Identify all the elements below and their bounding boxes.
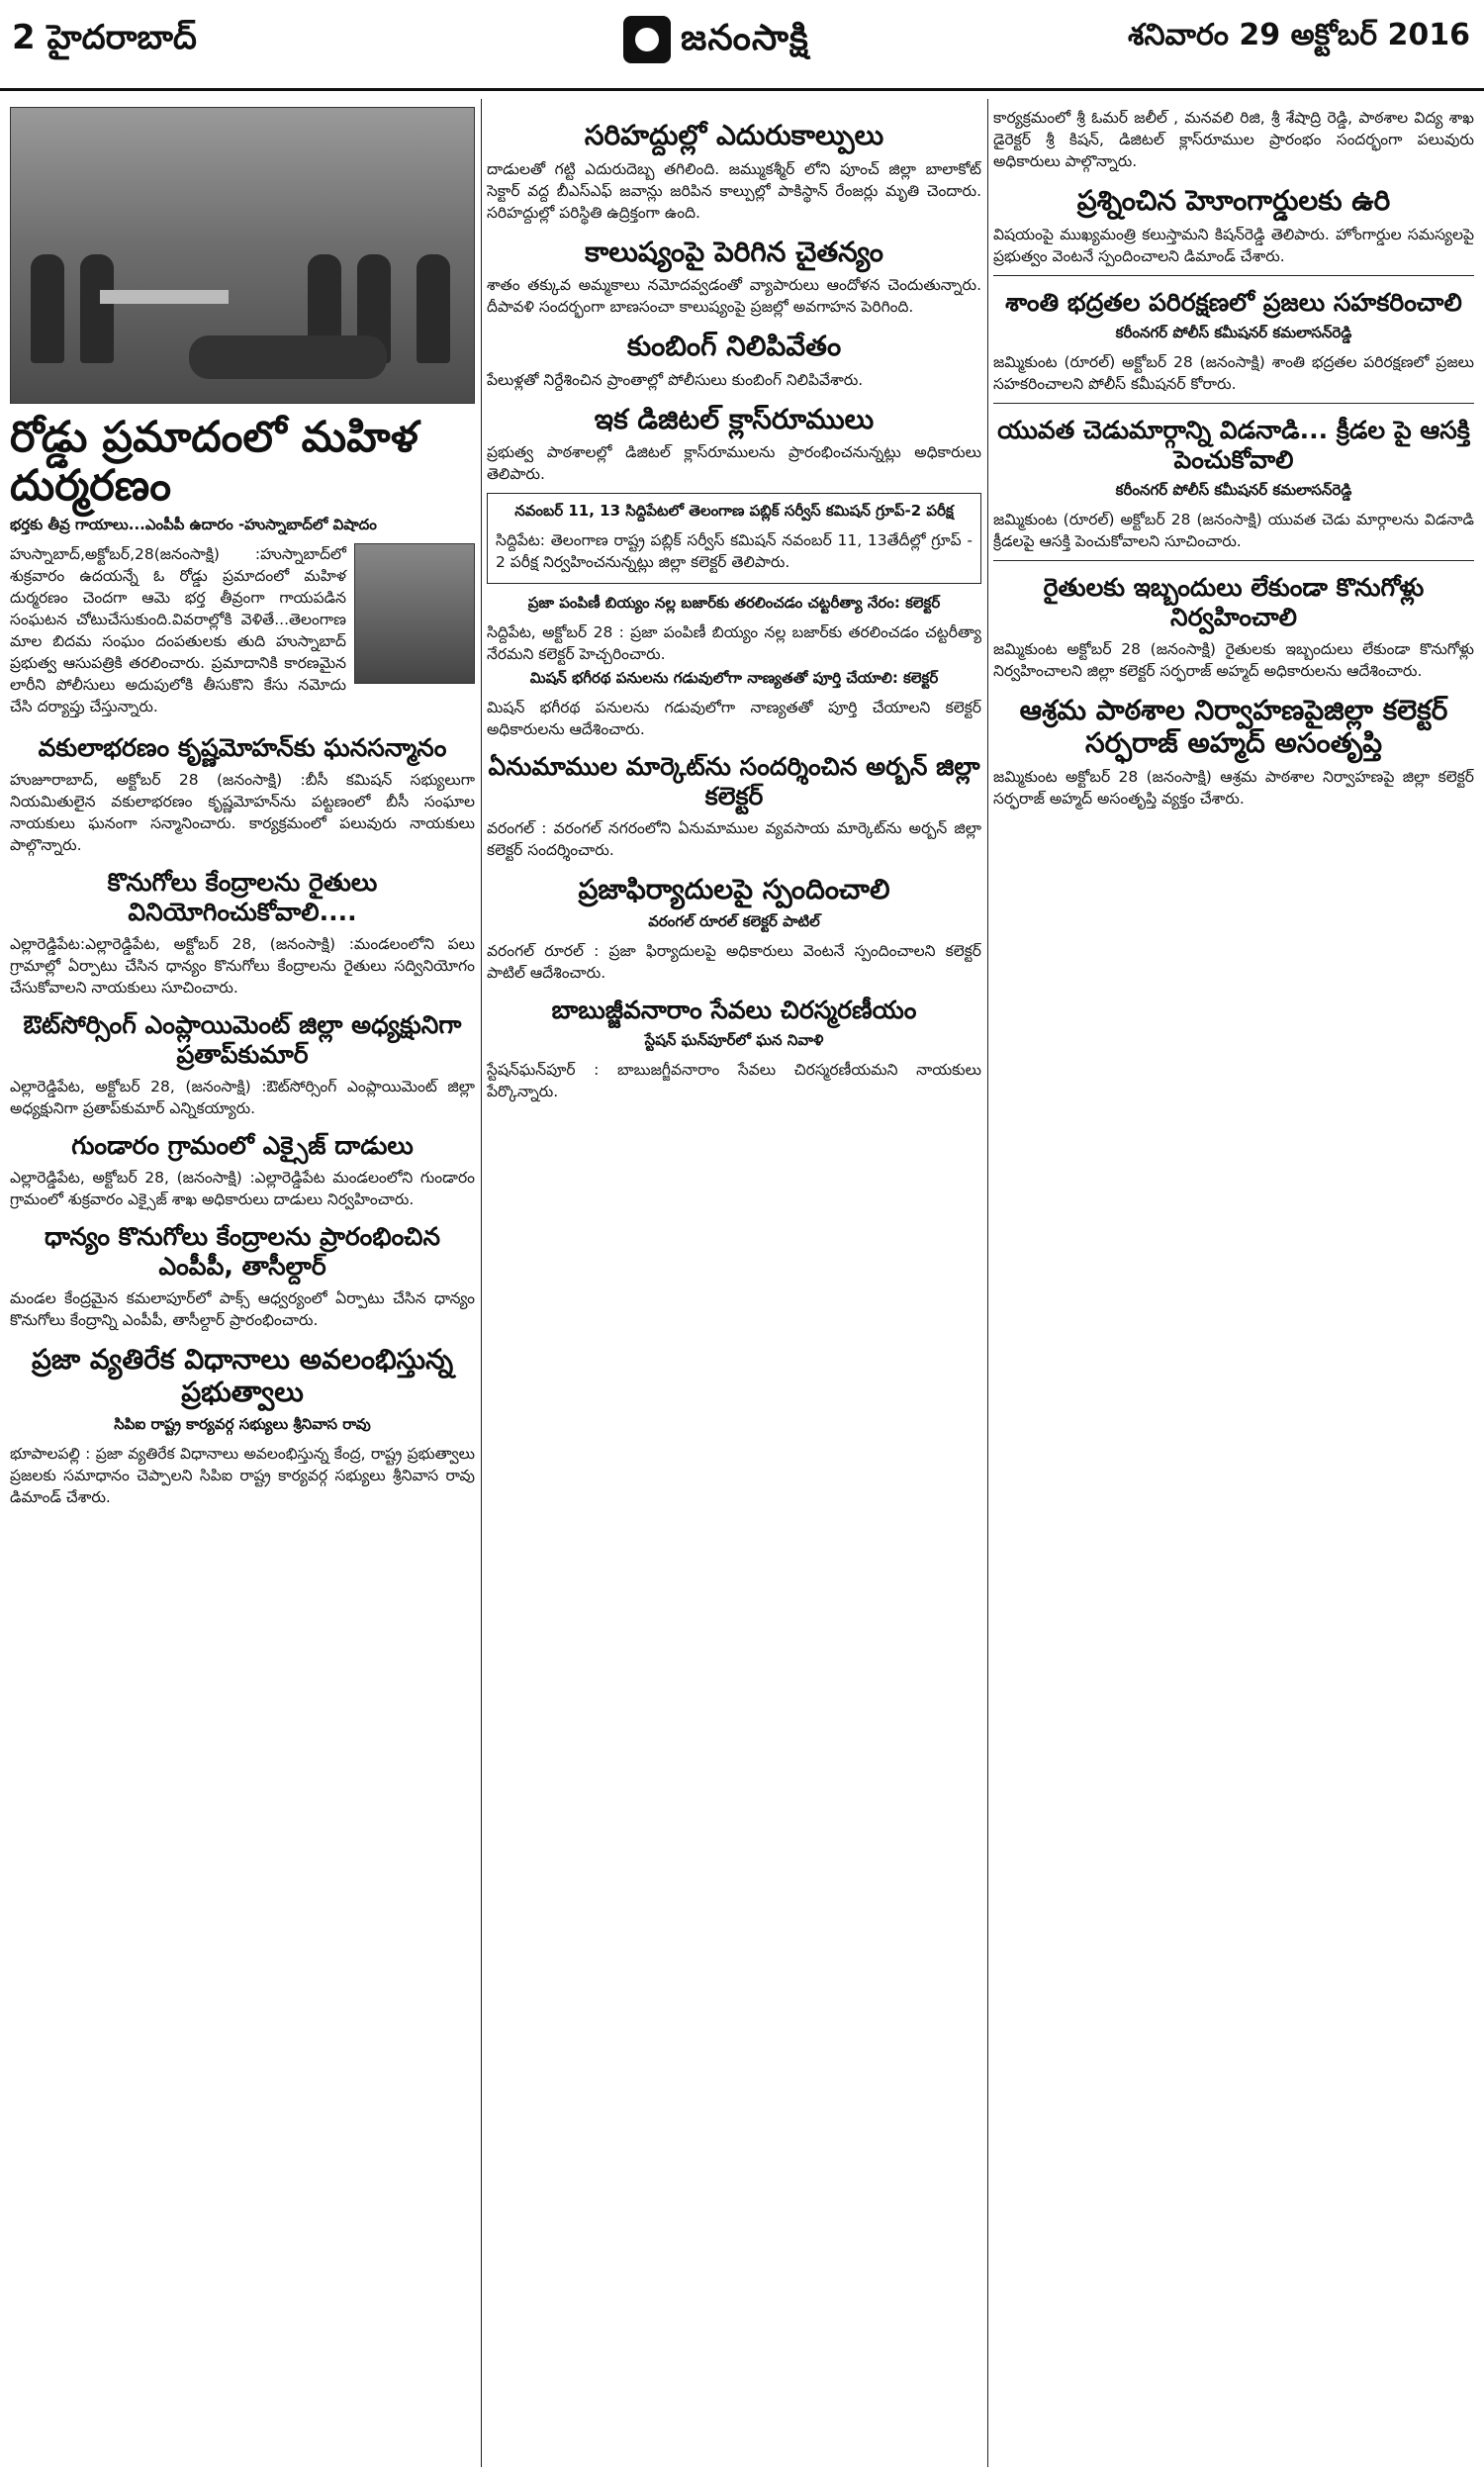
article-headline: ధాన్యం కొనుగోలు కేంద్రాలను ప్రారంభించిన ఎంపీపీ, తాసీల్దార్ <box>44 1221 441 1281</box>
lead-subheadline: భర్తకు తీవ్ర గాయాలు...ఎంపీపీ ఉదారం -హుస్నాబాద్‌లో విషాదం <box>10 515 377 533</box>
article-headline: ఇక డిజిటల్ క్లాస్‌రూములు <box>594 402 875 435</box>
article-headline: రైతులకు ఇబ్బందులు లేకుండా కొనుగోళ్లు నిర్వహించాలి <box>1043 572 1425 631</box>
article-headline: ప్రజా పంపిణీ బియ్యం నల్ల బజార్‌కు తరలించడం చట్టరీత్యా నేరం: కలెక్టర్ <box>527 594 941 613</box>
article-body: మిషన్ భగీరథ పనులను గడువులోగా నాణ్యతతో పూర్తి చేయాలని కలెక్టర్ అధికారులను ఆదేశించారు. <box>487 699 981 739</box>
person-figure <box>31 254 64 363</box>
lead-headline: రోడ్డు ప్రమాదంలో మహిళ దుర్మరణం <box>10 413 418 512</box>
article-body: ఎల్లారెడ్డిపేట, అక్టోబర్ 28, (జనంసాక్షి) :ఔట్‌సోర్సింగ్ ఎంప్లాయిమెంట్ జిల్లా అధ్యక్షునిగా ప్రతాప్‌కుమార్ ఎన్నికయ్యారు. <box>10 1077 475 1117</box>
article-headline: కుంబింగ్ నిలిపివేతం <box>626 330 842 363</box>
article-body: సిద్దిపేట: తెలంగాణ రాష్ట్ర పబ్లిక్ సర్వీస్ కమిషన్ నవంబర్ 11, 13తేదీల్లో గ్రూప్ - 2 పరీక్ష నిర్వహించనున్నట్లు జిల్లా కలెక్టర్ తెలిపారు. <box>496 531 973 572</box>
divider <box>993 560 1474 561</box>
article-body: జమ్మికుంట (రూరల్) అక్టోబర్ 28 (జనంసాక్షి) యువత చెడు మార్గాలను విడనాడి క్రీడలపై ఆసక్తి పెంచుకోవాలని సూచించారు. <box>993 510 1474 550</box>
article-body: విషయంపై ముఖ్యమంత్రి కలుస్తామని కిషన్‌రెడ్డి తెలిపారు. హోంగార్డుల సమస్యలపై ప్రభుత్వం వెంటనే స్పందించాలని డిమాండ్ చేశారు. <box>993 225 1474 265</box>
article-body: జమ్మికుంట అక్టోబర్ 28 (జనంసాక్షి) ఆశ్రమ పాఠశాల నిర్వాహణపై జిల్లా కలెక్టర్ సర్ఫరాజ్ అహ్మద్ అసంతృప్తి వ్యక్తం చేశారు. <box>993 767 1474 808</box>
logo-mark-icon <box>623 16 671 63</box>
accident-photo <box>10 107 475 404</box>
article-headline: వకులాభరణం కృష్ణమోహన్‌కు ఘనసన్మానం <box>38 732 447 762</box>
person-figure <box>417 254 450 363</box>
article-headline: శాంతి భద్రతల పరిరక్షణలో ప్రజలు సహకరించాలి <box>1005 287 1462 317</box>
person-figure <box>80 254 114 363</box>
column-divider <box>987 99 988 2467</box>
exam-notice-box <box>487 493 981 584</box>
article-headline: గుండారం గ్రామంలో ఎక్సైజ్ దాడులు <box>71 1130 414 1160</box>
right-column <box>993 107 1474 2469</box>
article-body: కార్యక్రమంలో శ్రీ ఓమర్ జలీల్ , మనవలి రిజి, శ్రీ శేషాద్రి రెడ్డి, పాఠశాల విద్య శాఖ డైరెక్టర్ శ్రీ కిషన్, డిజిటల్ క్లాస్‌రూముల ప్రారంభం సందర్భంగా పలువురు అధికారులు పాల్గొన్నారు. <box>993 109 1474 170</box>
article-headline: ఏనుమాముల మార్కెట్‌ను సందర్శించిన అర్బన్ జిల్లా కలెక్టర్ <box>488 752 980 811</box>
article-body: జమ్మికుంట అక్టోబర్ 28 (జనంసాక్షి) రైతులకు ఇబ్బందులు లేకుండా కొనుగోళ్లు నిర్వహించాలని జిల్లా కలెక్టర్ సర్ఫరాజ్ అహ్మద్ అధికారులను ఆదేశించారు. <box>993 639 1474 680</box>
article-body: సిద్దిపేట, అక్టోబర్ 28 : ప్రజా పంపిణీ బియ్యం నల్ల బజార్‌కు తరలించడం చట్టరీత్యా నేరమని కలెక్టర్ హెచ్చరించారు. <box>487 623 981 664</box>
paper-name: జనంసాక్షి <box>681 18 809 58</box>
article-subheadline: వరంగల్ రూరల్ కలెక్టర్ పాటిల్ <box>648 911 820 930</box>
page-date: శనివారం 29 అక్టోబర్ 2016 <box>1127 18 1470 52</box>
article-subheadline: స్టేషన్ ఘన్‌పూర్‌లో ఘన నివాళి <box>644 1030 824 1049</box>
article-headline: ఔట్‌సోర్సింగ్ ఎంప్లాయిమెంట్ జిల్లా అధ్యక్షునిగా ప్రతాప్‌కుమార్ <box>23 1009 462 1069</box>
middle-column <box>487 107 981 2469</box>
divider <box>993 403 1474 404</box>
article-headline: కొనుగోలు కేంద్రాలను రైతులు వినియోగించుకోవాలి.... <box>107 867 378 926</box>
divider <box>993 275 1474 276</box>
article-headline: ప్రశ్నించిన హెూంగార్డులకు ఉరి <box>1076 184 1391 217</box>
article-headline: యువత చెడుమార్గాన్ని విడనాడి... క్రీడల పై ఆసక్తి పెంచుకోవాలి <box>997 415 1470 474</box>
article-body: దాడులతో గట్టి ఎదురుదెబ్బ తగిలింది. జమ్ముకశ్మీర్ లోని పూంచ్ జిల్లా బాలాకోట్ సెక్టార్ వద్ద బీఎస్‌ఎఫ్ జవాన్లు జరిపిన కాల్పుల్లో పాకిస్థాన్ రేంజర్లు మృతి చెందారు. సరిహద్దుల్లో పరిస్థితి ఉద్రిక్తంగా ఉంది. <box>487 159 981 222</box>
article-body: జమ్మికుంట (రూరల్) అక్టోబర్ 28 (జనంసాక్షి) శాంతి భద్రతల పరిరక్షణలో ప్రజలు సహకరించాలని పోలీస్ కమీషనర్ కోరారు. <box>993 352 1474 393</box>
masthead <box>0 0 1484 91</box>
article-headline: నవంబర్ 11, 13 సిద్దిపేటలో తెలంగాణ పబ్లిక్ సర్వీస్ కమిషన్ గ్రూప్-2 పరీక్ష <box>514 502 954 521</box>
article-subheadline: కరీంనగర్ పోలీస్ కమీషనర్ కమలాసన్‌రెడ్డి <box>1115 480 1352 499</box>
article-body: మండల కేంద్రమైన కమలాపూర్‌లో పాక్స్ ఆధ్వర్యంలో ఏర్పాటు చేసిన ధాన్యం కొనుగోలు కేంద్రాన్ని ఎంపీపీ, తాసీల్దార్ ప్రారంభించారు. <box>10 1288 475 1329</box>
paper-logo <box>623 10 871 69</box>
article-body: శాతం తక్కువ అమ్మకాలు నమోదవ్వడంతో వ్యాపారులు ఆందోళన చెందుతున్నారు. దీపావళి సందర్భంగా బాణసంచా కాలుష్యంపై ప్రజల్లో అవగాహన పెరిగింది. <box>487 276 981 317</box>
article-body: ఎల్లారెడ్డిపేట, అక్టోబర్ 28, (జనంసాక్షి) :ఎల్లారెడ్డిపేట మండలంలోని గుండారం గ్రామంలో శుక్రవారం ఎక్సైజ్ శాఖ అధికారులు దాడులు నిర్వహించారు. <box>10 1168 475 1208</box>
article-subheadline: కరీంనగర్ పోలీస్ కమీషనర్ కమలాసన్‌రెడ్డి <box>1115 323 1352 341</box>
article-body: పేలుళ్లతో నిర్దేశించిన ప్రాంతాల్లో పోలీసులు కుంబింగ్ నిలిపివేశారు. <box>487 370 864 389</box>
article-body: ఎల్లారెడ్డిపేట:ఎల్లారెడ్డిపేట, అక్టోబర్ 28, (జనంసాక్షి) :మండలంలోని పలు గ్రామాల్లో ఏర్పాటు చేసిన ధాన్యం కొనుగోలు కేంద్రాలను రైతులు సద్వినియోగం చేసుకోవాలని నాయకులు సూచించారు. <box>10 934 475 997</box>
article-headline: మిషన్ భగీరథ పనులను గడువులోగా నాణ్యతతో పూర్తి చేయాలి: కలెక్టర్ <box>529 669 939 688</box>
article-body: హుజూరాబాద్, అక్టోబర్ 28 (జనంసాక్షి) :బీసీ కమిషన్ సభ్యులుగా నియమితులైన వకులాభరణం కృష్ణమోహన్‌ను పట్టణంలో బీసీ సంఘాల నాయకులు ఘనంగా సన్మానించారు. కార్యక్రమంలో పలువురు నాయకులు పాల్గొన్నారు. <box>10 770 475 854</box>
article-body: ప్రభుత్వ పాఠశాలల్లో డిజిటల్ క్లాస్‌రూములను ప్రారంభించనున్నట్లు అధికారులు తెలిపారు. <box>487 443 981 484</box>
article-headline: ప్రజాఫిర్యాదులపై స్పందించాలి <box>578 873 890 906</box>
article-headline: ఆశ్రమ పాఠశాల నిర్వాహణపైజిల్లా కలెక్టర్ సర్ఫరాజ్ అహ్మద్ అసంతృప్తి <box>1019 693 1448 760</box>
article-body: వరంగల్ : వరంగల్ నగరంలోని ఏనుమాముల వ్యవసాయ మార్కెట్‌ను అర్బన్ జిల్లా కలెక్టర్ సందర్శించారు. <box>487 819 981 860</box>
article-headline: ప్రజా వ్యతిరేక విధానాలు అవలంభిస్తున్న ప్రభుత్వాలు <box>31 1342 454 1409</box>
article-headline: కాలుష్యంపై పెరిగిన చైతన్యం <box>585 235 883 268</box>
covered-body <box>189 335 387 379</box>
article-body: స్టేషన్‌ఘన్‌పూర్ : బాబుజగ్జీవనారాం సేవలు చిరస్మరణీయమని నాయకులు పేర్కొన్నారు. <box>487 1060 981 1100</box>
article-subheadline: సిపిఐ రాష్ట్ర కార్యవర్గ సభ్యులు శ్రీనివాస రావు <box>114 1415 371 1434</box>
couple-photo <box>354 543 475 684</box>
article-body: వరంగల్ రూరల్ : ప్రజా ఫిర్యాదులపై అధికారులు వెంటనే స్పందించాలని కలెక్టర్ పాటిల్ ఆదేశించారు. <box>487 941 981 982</box>
article-headline: బాబుజ్జీవనారాం సేవలు చిరస్మరణీయం <box>551 995 917 1024</box>
article-body: భూపాలపల్లి : ప్రజా వ్యతిరేక విధానాలు అవలంభిస్తున్న కేంద్ర, రాష్ట్ర ప్రభుత్వాలు ప్రజలకు సమాధానం చెప్పాలని సిపిఐ రాష్ట్ర కార్యవర్గ సభ్యులు శ్రీనివాస రావు డిమాండ్ చేశారు. <box>10 1445 475 1507</box>
lead-body: హుస్నాబాద్,అక్టోబర్,28(జనంసాక్షి) :హుస్నాబాద్‌లో శుక్రవారం ఉదయన్నే ఓ రోడ్డు ప్రమాదంలో మహిళ దుర్మరణం చెందగా ఆమె భర్త తీవ్రంగా గాయపడిన సంఘటన చోటుచేసుకుంది.వివరాల్లోకి వెళితే...తెలంగాణ మాల బిదమ సంఘం దంపతులకు తుది హుస్నాబాద్ ప్రభుత్వ ఆసుపత్రికి తరలించారు. ప్రమాదానికి కారణమైన లారీని పోలీసులు అదుపులోకి తీసుకొని కేసు నమోదు చేసి దర్యాప్తు చేస్తున్నారు. <box>10 544 346 715</box>
stretcher <box>100 290 229 304</box>
article-headline: సరిహద్దుల్లో ఎదురుకాల్పులు <box>584 119 884 151</box>
left-column <box>10 107 475 2469</box>
page-city: 2 హైదరాబాద్ <box>12 18 197 57</box>
column-divider <box>481 99 482 2467</box>
